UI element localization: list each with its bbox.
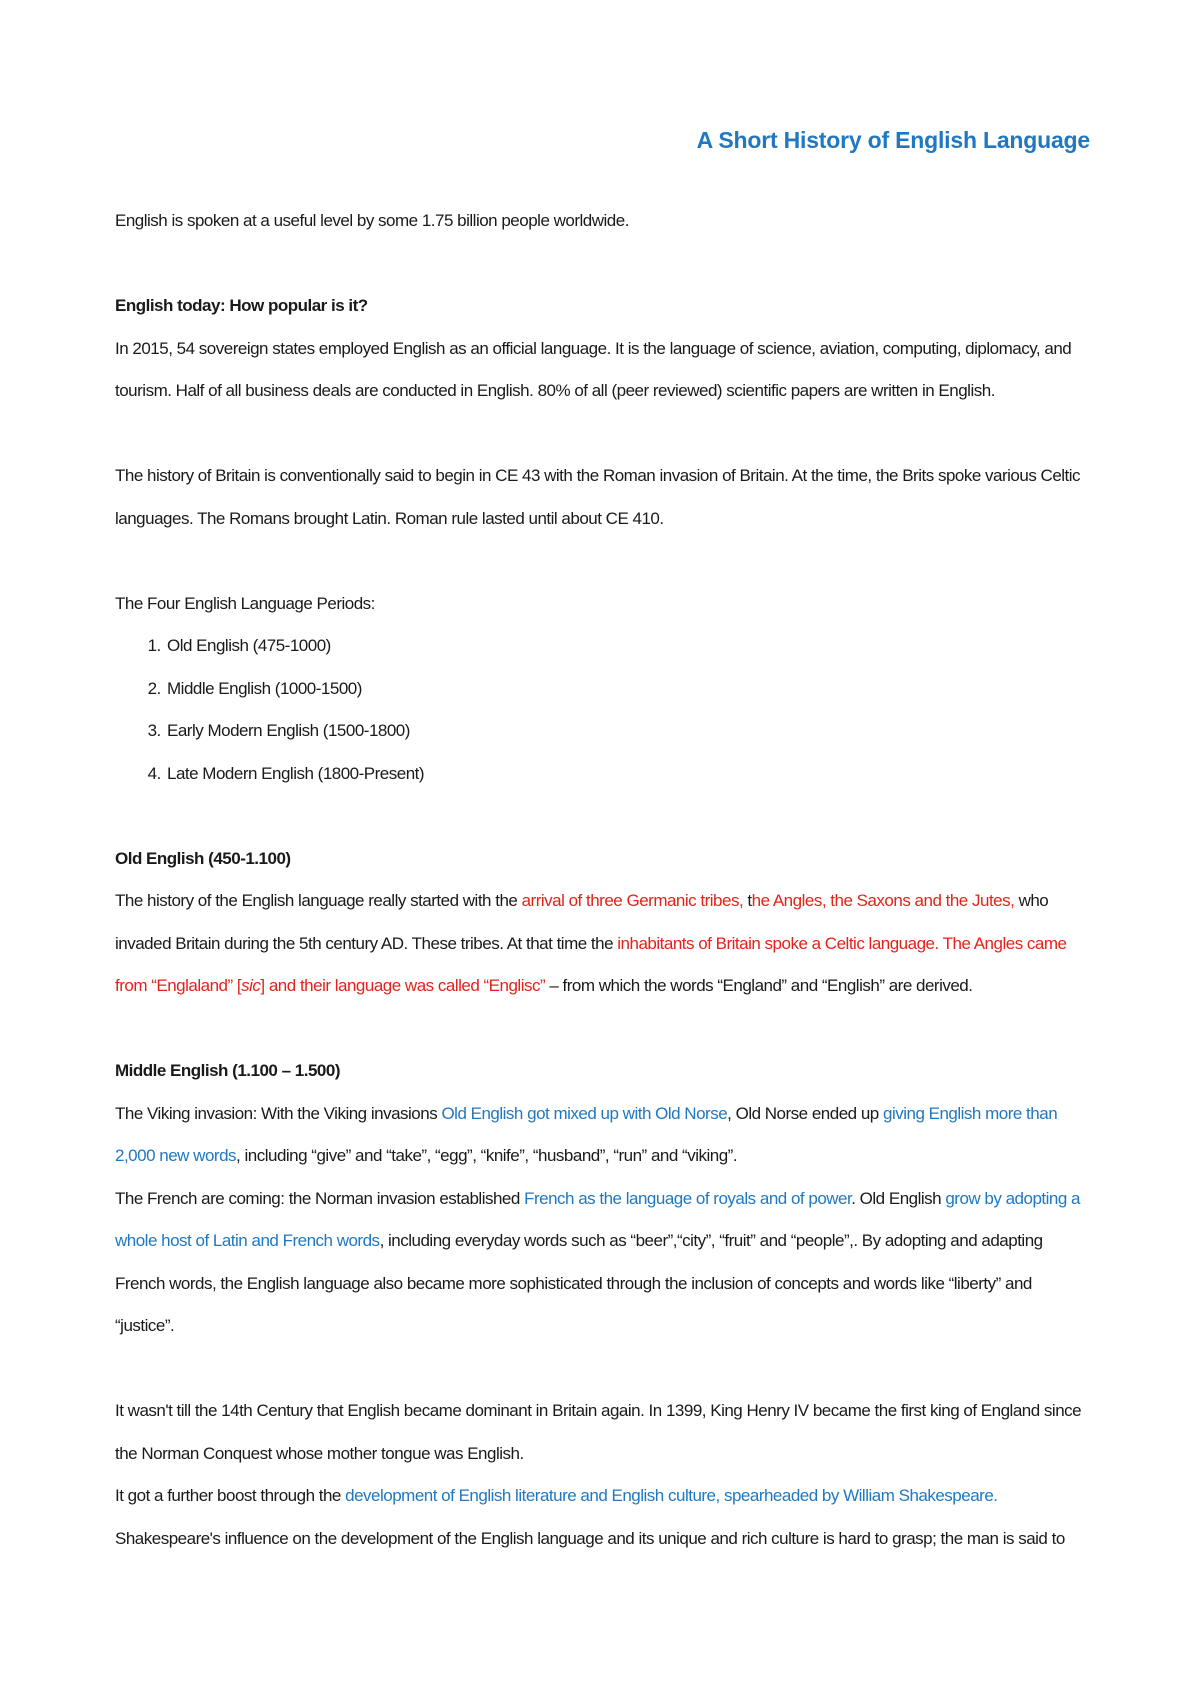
- highlight-blue: giving English more than 2,000 new words: [115, 1103, 1058, 1165]
- spacer: [115, 1348, 1095, 1391]
- section-heading-old-english: Old English (450-1.100): [115, 848, 291, 868]
- shakespeare-boost-paragraph: [115, 1475, 1095, 1518]
- document-body: [115, 200, 1095, 1560]
- spacer: [115, 1008, 1095, 1051]
- spacer: [115, 795, 1095, 838]
- document-title: A Short History of English Language: [696, 127, 1090, 154]
- text-run: The Viking invasion: With the Viking invasions: [115, 1103, 442, 1123]
- text-run: t: [747, 891, 752, 910]
- highlight-red: he Angles, the Saxons and the Jutes,: [751, 891, 1015, 910]
- text-run: , including everyday words such as “beer”,“city”, “fruit” and “people”,. By adopting and adapting French words, the English language also became more sophisticated through the inclusion of concepts and words like “liberty” and “justice”.: [115, 1231, 1043, 1335]
- text-run: , Old Norse ended up: [727, 1103, 883, 1123]
- text-run: It got a further boost through the: [115, 1486, 346, 1505]
- text-run: The French are coming: the Norman invasion established: [115, 1188, 525, 1208]
- spacer: [115, 540, 1095, 583]
- text-run: The history of the English language really started with the: [115, 891, 522, 910]
- highlight-blue: French as the language of royals and of power: [524, 1188, 852, 1208]
- section-heading-today: English today: How popular is it?: [115, 296, 368, 315]
- text-run: who invaded Britain during the 5th century AD. These tribes. At that time the: [115, 891, 1049, 953]
- list-item: 3. Early Modern English (1500-1800): [165, 710, 1095, 753]
- highlight-blue: Old English got mixed up with Old Norse: [441, 1103, 728, 1123]
- french-paragraph: [115, 1178, 1095, 1348]
- britain-paragraph: The history of Britain is conventionally said to begin in CE 43 with the Roman invasion of Britain. At the time, the Brits spoke various Celtic languages. The Romans brought Latin. Roman rule lasted until about CE 410.: [115, 466, 1081, 528]
- list-item: 2. Middle English (1000-1500): [165, 668, 1095, 711]
- highlight-red: inhabitants of Britain spoke a Celtic language. The Angles came from “Englaland” [: [115, 933, 1067, 995]
- text-run: , including “give” and “take”, “egg”, “knife”, “husband”, “run” and “viking”.: [236, 1146, 738, 1165]
- list-item: 1. Old English (475-1000): [165, 625, 1095, 668]
- list-item: 4. Late Modern English (1800-Present): [165, 753, 1095, 796]
- viking-paragraph: [115, 1093, 1095, 1178]
- sic-annotation: sic: [241, 976, 261, 995]
- highlight-blue: development of English literature and English culture, spearheaded by William Shakespeare.: [345, 1486, 998, 1505]
- highlight-red: arrival of three Germanic tribes,: [521, 891, 748, 910]
- fourteenth-century-paragraph: It wasn't till the 14th Century that English became dominant in Britain again. In 1399, King Henry IV became the first king of England since the Norman Conquest whose mother tongue was English.: [115, 1401, 1082, 1463]
- spacer: [115, 243, 1095, 286]
- section-heading-middle-english: Middle English (1.100 – 1.500): [115, 1061, 340, 1080]
- highlight-blue: grow by adopting a whole host of Latin and French words: [115, 1188, 1080, 1250]
- periods-list: [115, 625, 1095, 795]
- text-run: – from which the words “England” and “English” are derived.: [545, 976, 973, 995]
- old-english-paragraph: [115, 880, 1095, 1008]
- periods-intro: The Four English Language Periods:: [115, 593, 375, 613]
- today-paragraph: In 2015, 54 sovereign states employed English as an official language. It is the language of science, aviation, computing, diplomacy, and tourism. Half of all business deals are conducted in English. 80% of all (peer reviewed) scientific papers are written in English.: [115, 338, 1072, 400]
- shakespeare-influence-paragraph: Shakespeare's influence on the development of the English language and its unique and rich culture is hard to grasp; the man is said to: [115, 1528, 1065, 1548]
- spacer: [115, 413, 1095, 456]
- highlight-red: ] and their language was called “Englisc”: [260, 976, 546, 995]
- intro-paragraph: English is spoken at a useful level by some 1.75 billion people worldwide.: [115, 211, 629, 230]
- text-run: . Old English: [851, 1188, 946, 1208]
